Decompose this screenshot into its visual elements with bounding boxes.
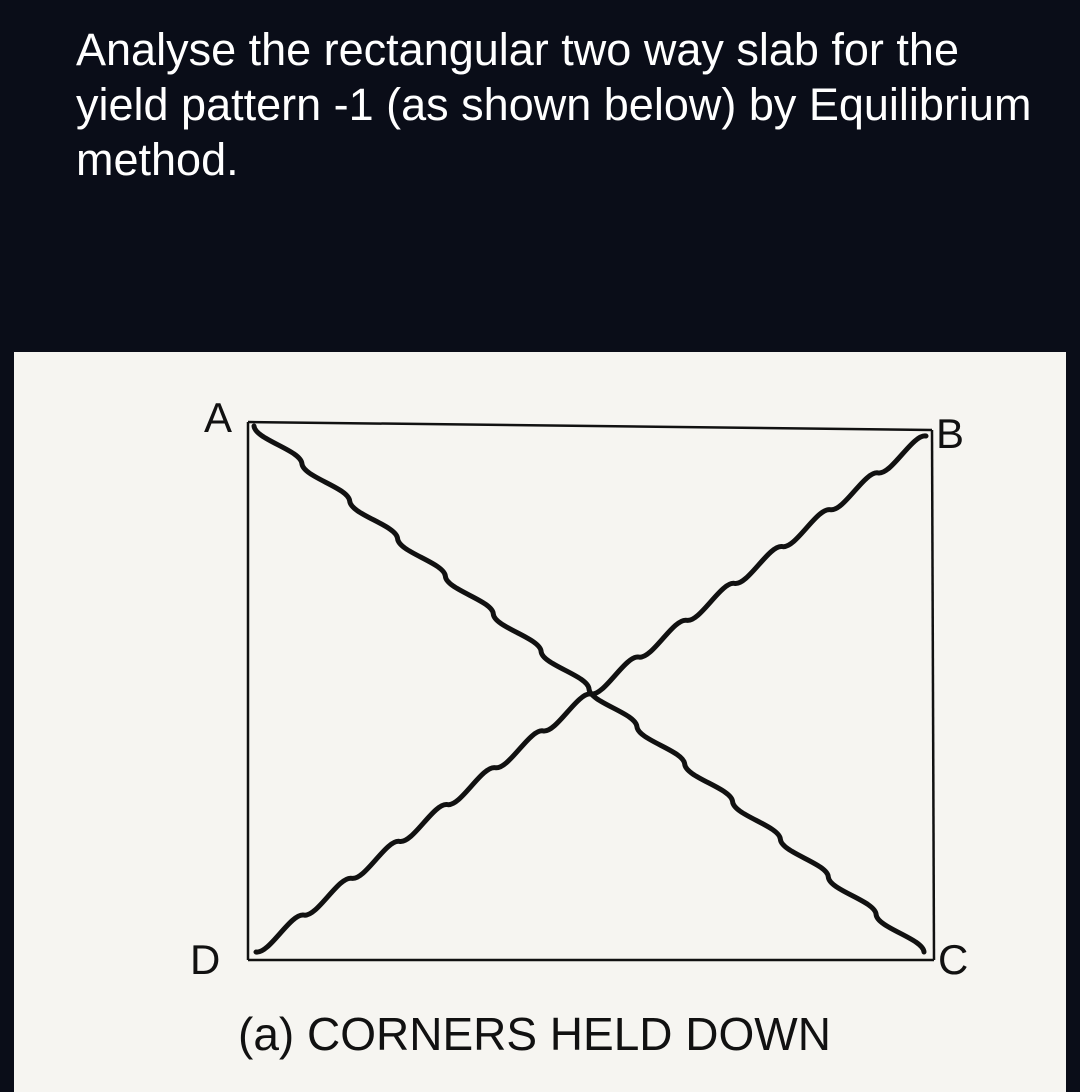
corner-label-a: A <box>204 394 233 441</box>
figure-caption: (a) CORNERS HELD DOWN <box>238 1008 831 1060</box>
corner-label-d: D <box>190 936 221 983</box>
yield-line-a-to-c <box>254 426 924 952</box>
slab-edge-right <box>932 430 934 960</box>
slab-edge-top <box>248 422 932 430</box>
corner-label-b: B <box>936 410 965 457</box>
question-text: Analyse the rectangular two way slab for the yield pattern -1 (as shown below) by Equilibrium method. <box>76 24 1032 185</box>
slab-figure <box>14 352 1066 1092</box>
slab-diagram <box>14 352 1066 1092</box>
corner-label-c: C <box>938 936 969 983</box>
